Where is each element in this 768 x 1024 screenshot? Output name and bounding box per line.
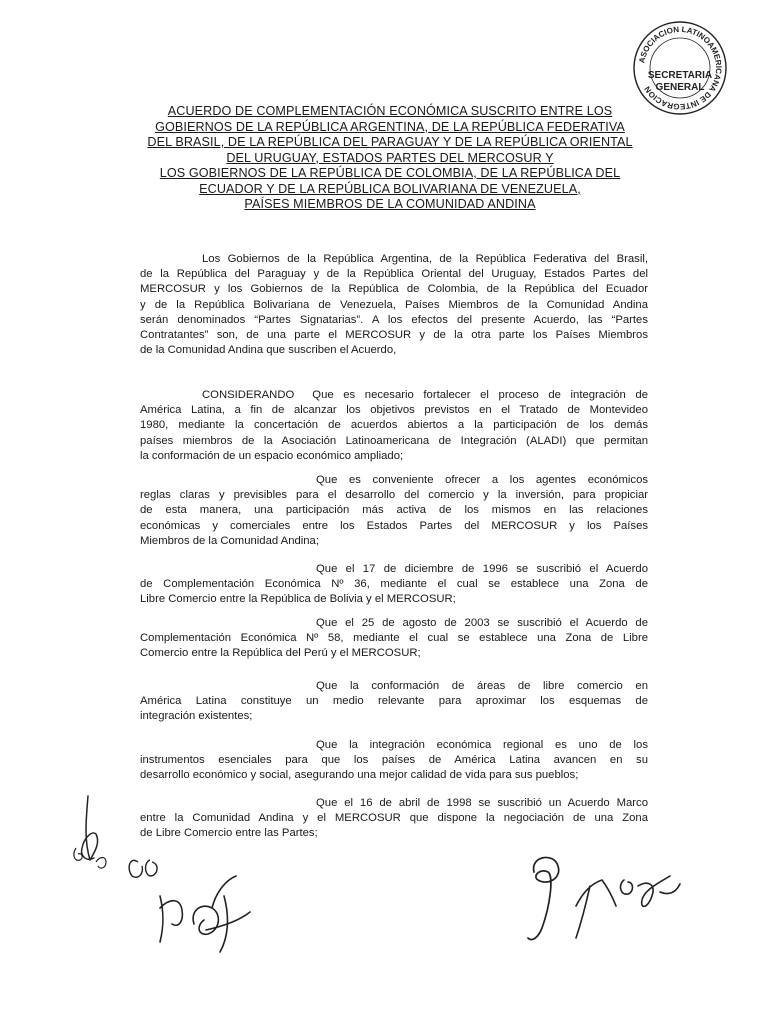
clause-paragraph — [140, 679, 648, 725]
text-line: países miembros de la Asociación Latinoamericana de Integración (ALADI) que permitan — [140, 434, 648, 447]
title-line: LOS GOBIERNOS DE LA REPÚBLICA DE COLOMBIA, DE LA REPÚBLICA DEL — [159, 166, 621, 180]
title-line: GOBIERNOS DE LA REPÚBLICA ARGENTINA, DE LA REPÚBLICA FEDERATIVA — [155, 119, 625, 134]
handwritten-signature-right — [520, 846, 700, 956]
text-line: Que la conformación de áreas de libre comercio en — [316, 680, 648, 692]
text-line: 1980, mediante la concertación de acuerdos abiertos a la participación de los demás — [140, 419, 648, 432]
considerando-label: CONSIDERANDO — [202, 389, 295, 401]
text-line: Que el 16 de abril de 1998 se suscribió un Acuerdo Marco — [316, 797, 648, 809]
text-line: reglas claras y previsibles para el desarrollo del comercio y la inversión, para propiciar — [140, 489, 648, 502]
text-line: Que la integración económica regional es uno de los — [316, 739, 648, 751]
text-line: América Latina constituye un medio relevante para aproximar los esquemas de — [140, 695, 648, 708]
text-line: Que es necesario fortalecer el proceso de integración de — [312, 389, 648, 401]
text-line: integración existentes; — [140, 710, 253, 723]
text-line: serán denominados “Partes Signatarias”. A los efectos del presente Acuerdo, las “Partes — [140, 313, 648, 326]
stamp-ring-text: ASOCIACION LATINOAMERICANA DE INTEGRACION — [637, 24, 724, 112]
stamp-center-text — [632, 70, 728, 94]
text-line: Que es conveniente ofrecer a los agentes económicos — [316, 474, 648, 486]
title-line: DEL URUGUAY, ESTADOS PARTES DEL MERCOSUR Y — [226, 150, 554, 165]
handwritten-signature-left — [150, 868, 260, 956]
text-line: desarrollo económico y social, asegurando una mejor calidad de vida para sus pueblos; — [140, 769, 579, 782]
title-line: DEL BRASIL, DE LA REPÚBLICA DEL PARAGUAY Y DE LA REPÚBLICA ORIENTAL — [147, 135, 633, 149]
text-line: de Complementación Económica Nº 36, mediante el cual se establece una Zona de — [140, 578, 648, 591]
text-line: Comercio entre la República del Perú y el MERCOSUR; — [140, 647, 421, 660]
text-line: de la República del Paraguay y de la República Oriental del Uruguay, Estados Partes del — [140, 268, 648, 281]
stamp-seal-icon — [632, 20, 728, 116]
title-line: ACUERDO DE COMPLEMENTACIÓN ECONÓMICA SUSCRITO ENTRE LOS — [167, 104, 613, 118]
text-line: de esta manera, una participación más activa de los mismos en las relaciones — [140, 504, 648, 517]
text-line: Libre Comercio entre la República de Bolivia y el MERCOSUR; — [140, 593, 456, 606]
considerando-paragraph — [140, 388, 648, 464]
text-line: Que el 17 de diciembre de 1996 se suscribió el Acuerdo — [316, 563, 648, 575]
text-line: de Libre Comercio entre las Partes; — [140, 827, 318, 840]
intro-paragraph — [140, 252, 648, 358]
text-line: MERCOSUR y los Gobiernos de la República de Colombia, de la República del Ecuador — [140, 283, 648, 296]
clause-paragraph — [140, 796, 648, 842]
text-line: económicas y comerciales entre los Estados Partes del MERCOSUR y los Países — [140, 519, 648, 532]
text-line: Complementación Económica Nº 58, mediante el cual se establece una Zona de Libre — [140, 632, 648, 645]
text-line: Los Gobiernos de la República Argentina, de la República Federativa del Brasil, — [202, 253, 648, 265]
text-line: y de la República Bolivariana de Venezuela, Países Miembros de la Comunidad Andina — [140, 298, 648, 311]
secretaria-general-stamp — [632, 20, 728, 116]
clause-paragraph — [140, 473, 648, 549]
clause-paragraph — [140, 616, 648, 662]
title-line: PAÍSES MIEMBROS DE LA COMUNIDAD ANDINA — [244, 197, 536, 211]
agreement-title — [120, 104, 660, 213]
text-line: entre la Comunidad Andina y el MERCOSUR que dispone la negociación de una Zona — [140, 812, 648, 825]
text-line: Que el 25 de agosto de 2003 se suscribió el Acuerdo de — [316, 617, 648, 629]
text-line: de la Comunidad Andina que suscriben el Acuerdo, — [140, 344, 397, 357]
text-line: instrumentos esenciales para que los países de América Latina avancen en su — [140, 754, 648, 767]
text-line: Miembros de la Comunidad Andina; — [140, 534, 319, 547]
text-line: la conformación de un espacio económico ampliado; — [140, 449, 404, 462]
title-line: ECUADOR Y DE LA REPÚBLICA BOLIVARIANA DE VENEZUELA, — [199, 181, 581, 196]
clause-paragraph — [140, 738, 648, 784]
text-line: América Latina, a fin de alcanzar los objetivos previstos en el Tratado de Montevideo — [140, 404, 648, 417]
clause-paragraph — [140, 562, 648, 608]
stamp-line-1: SECRETARIA — [647, 70, 713, 81]
stamp-line-2: GENERAL — [655, 82, 705, 93]
text-line: Contratantes” son, de una parte el MERCOSUR y de la otra parte los Países Miembros — [140, 329, 648, 342]
